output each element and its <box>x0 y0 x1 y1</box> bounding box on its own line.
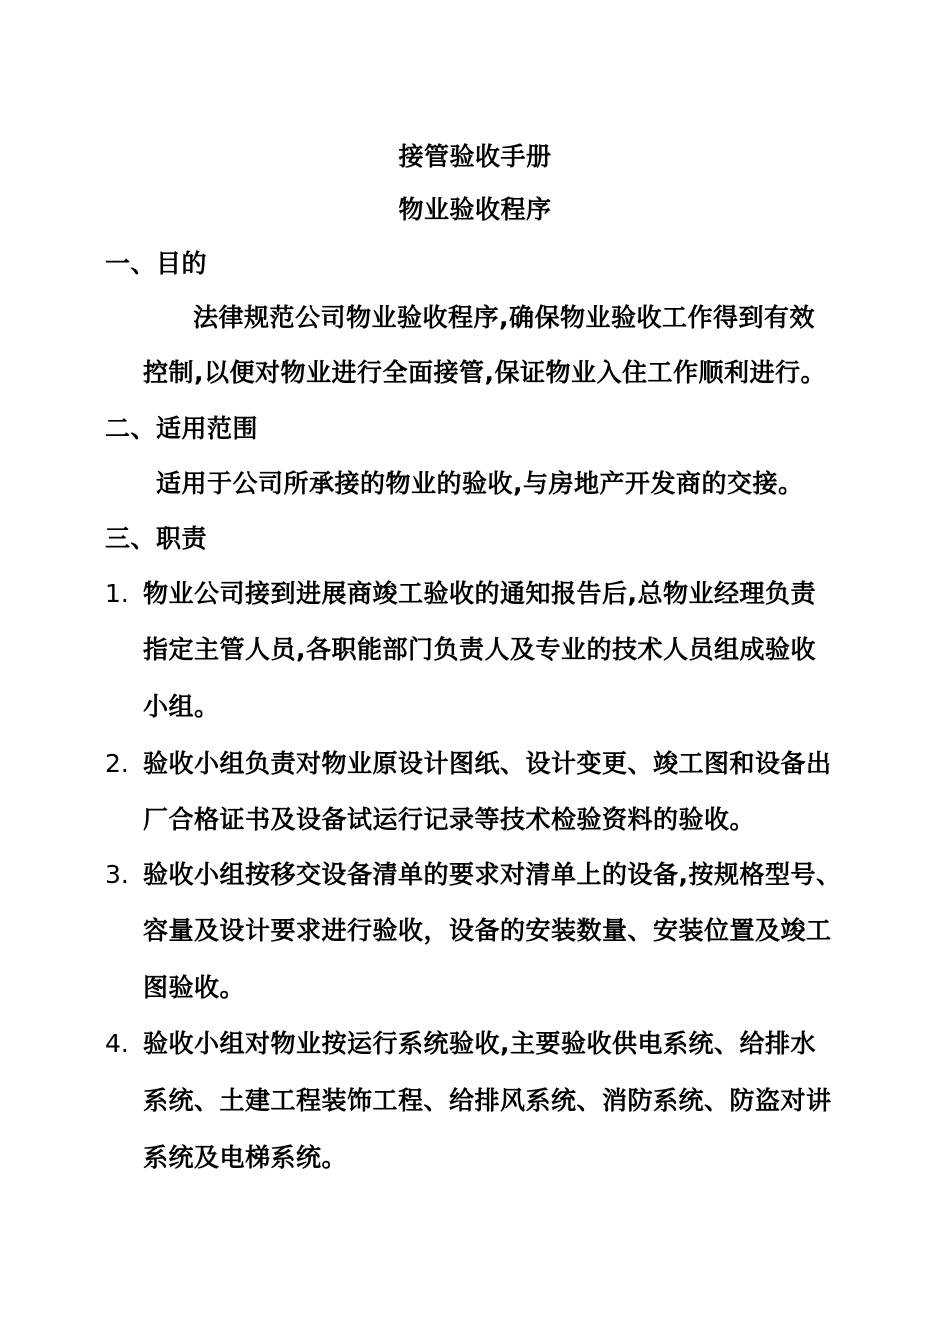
document-subtitle: 物业验收程序 <box>398 195 552 224</box>
list-item-number: 4. <box>105 1029 129 1058</box>
purpose-paragraph-line: 控制,以便对物业进行全面接管,保证物业入住工作顺利进行。 <box>143 358 826 387</box>
list-item-line: 系统及电梯系统。 <box>143 1143 348 1172</box>
purpose-paragraph-line: 法律规范公司物业验收程序,确保物业验收工作得到有效 <box>193 303 815 332</box>
scope-paragraph-line: 适用于公司所承接的物业的验收,与房地产开发商的交接。 <box>156 469 804 498</box>
list-item-line: 指定主管人员,各职能部门负责人及专业的技术人员组成验收 <box>143 635 816 664</box>
list-item-line: 图验收。 <box>143 973 246 1002</box>
list-item-number: 3. <box>105 860 129 889</box>
list-item-line: 物业公司接到进展商竣工验收的通知报告后,总物业经理负责 <box>143 579 816 608</box>
list-item-number: 1. <box>105 579 129 608</box>
list-item-line: 验收小组对物业按运行系统验收,主要验收供电系统、给排水 <box>143 1029 816 1058</box>
list-item-line: 厂合格证书及设备试运行记录等技术检验资料的验收。 <box>143 805 756 834</box>
list-item-number: 2. <box>105 749 129 778</box>
section-heading-duties: 三、职责 <box>105 524 208 553</box>
section-heading-purpose: 一、目的 <box>105 249 208 278</box>
document-title: 接管验收手册 <box>398 142 552 171</box>
list-item-line: 系统、土建工程装饰工程、给排风系统、消防系统、防盗对讲 <box>143 1086 832 1115</box>
list-item-line: 容量及设计要求进行验收，设备的安装数量、安装位置及竣工 <box>143 916 832 945</box>
list-item-line: 验收小组按移交设备清单的要求对清单上的设备,按规格型号、 <box>143 860 842 889</box>
section-heading-scope: 二、适用范围 <box>105 414 259 443</box>
list-item-line: 小组。 <box>143 692 220 721</box>
list-item-line: 验收小组负责对物业原设计图纸、设计变更、竣工图和设备出 <box>143 749 832 778</box>
